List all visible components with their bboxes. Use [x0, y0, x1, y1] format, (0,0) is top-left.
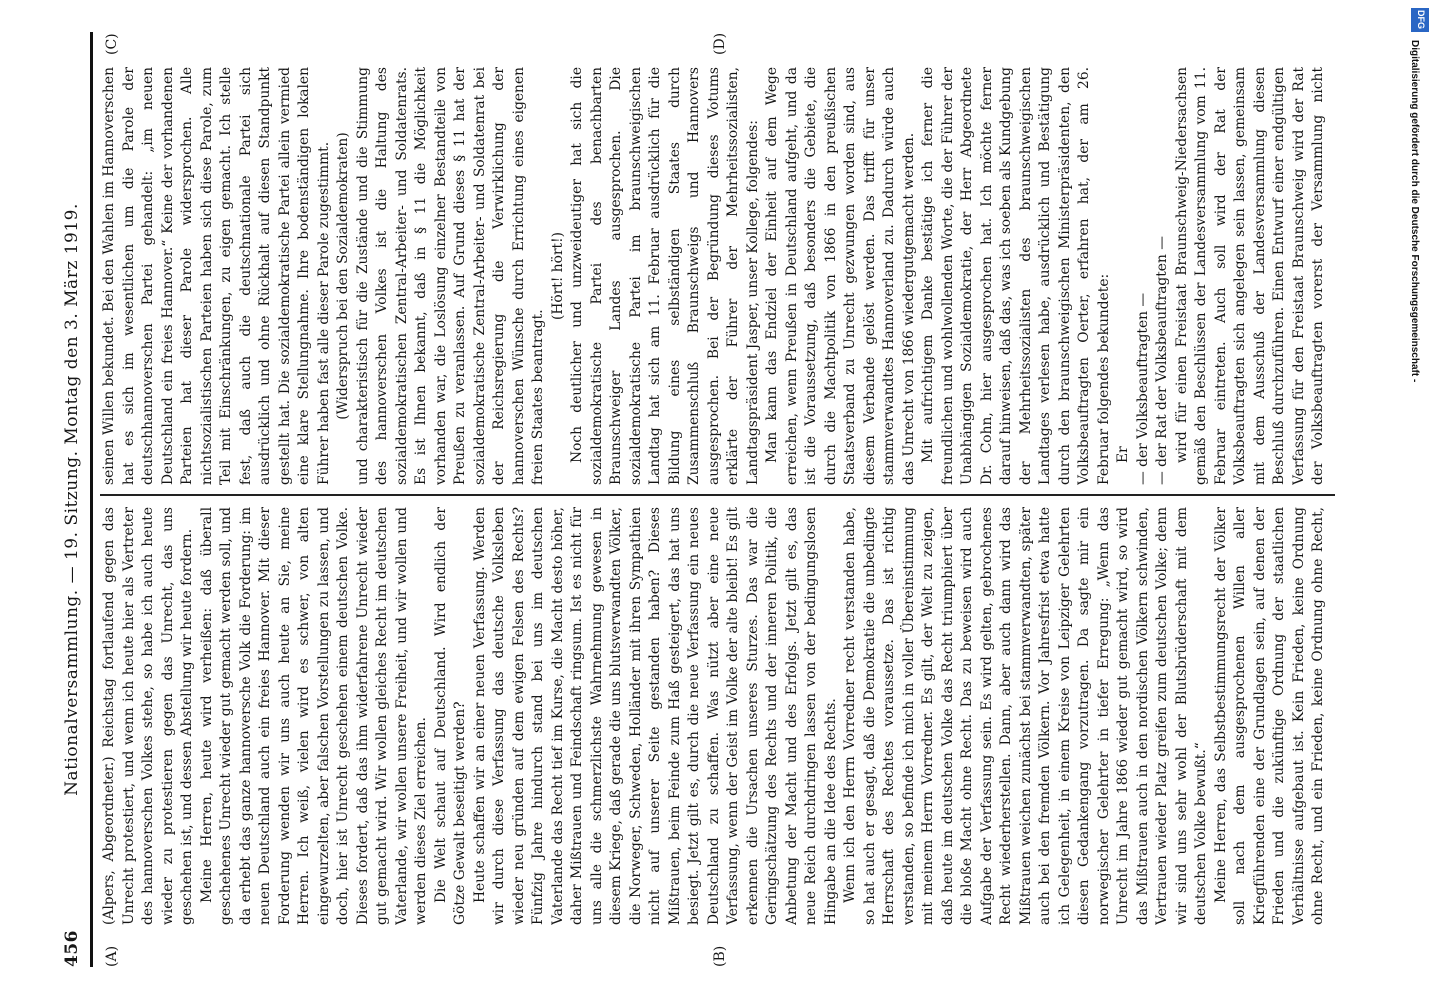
- quoted-line: — der Rat der Volksbeauftragten —: [1154, 235, 1170, 485]
- paragraph: Wenn ich den Herrn Vorredner recht verstanden habe, so hat auch er gesagt, daß die Demokratie die unbedingte Herrschaft des Rechtes voraussetze. Das ist richtig verstanden, so befinde ich mich in voller Übereinstimmung mit meinem Herrn Vorredner. Es gilt, der Welt zu zeigen, daß heute im deutschen Volke das Recht triumphiert über die bloße Macht ohne Recht. Das zu beweisen wird auch Aufgabe der Verfassung sein. Es wird gelten, gebrochenes Recht wiederherstellen. Dann, aber auch dann wird das Mißtrauen weichen zunächst bei stammverwandten, später auch bei den fremden Völkern. Vor Jahresfrist etwa hatte ich Gelegenheit, in einem Kreise von Leipziger Gelehrten diesen Gedankengang vorzutragen. Da sagte mir ein norwegischer Gelehrter in tiefer Erregung: „Wenn das Unrecht im Jahre 1866 wieder gut gemacht wird, so wird das Mißtrauen auch in den nordischen Völkern schwinden, Vertrauen wieder Platz greifen zum deutschen Volke; denn wir sind uns sehr wohl der Blutsbrüderschaft mit dem deutschen Volke bewußt.“: [842, 507, 1209, 925]
- paragraph: und charakteristisch für die Zustände und die Stimmung des hannoverschen Volkes ist die Haltung des sozialdemokratischen Zentral-Arbeiter- und Soldatenrats. Es ist Ihnen bekannt, daß in § 11 die Möglichkeit vorhanden war, die Loslösung einzelner Bestandteile von Preußen zu veranlassen. Auf Grund dieses § 11 hat der sozialdemokratische Zentral-Arbeiter- und Soldatenrat bei der Reichsregierung die Verwirklichung der hannoverschen Wünsche durch Errichtung eines eigenen freien Staates beantragt.: [354, 67, 546, 485]
- margin-mark-c: (C): [104, 33, 120, 55]
- margin-mark-b: (B): [712, 945, 728, 967]
- dfg-stamp: [1409, 4, 1431, 996]
- paragraph: Meine Herren, heute wird verheißen: daß überall geschehenes Unrecht wieder gut gemacht werden soll, und da erhebt das ganze hannoversche Volk die Forderung: im neuen Deutschland auch ein freies Hannover. Mit dieser Forderung wenden wir uns auch heute an Sie, meine Herren. Ich weiß, vielen wird es schwer, von alten eingewurzelten, aber falschen Vorstellungen zu lassen, und doch, hier ist Unrecht geschehen einem deutschen Volke. Dieses fordert, daß das ihm widerfahrene Unrecht wieder gut gemacht wird. Wir wollen gleiches Recht im deutschen Vaterlande, wir wollen unsere Freiheit, und wir wollen und werden dieses Ziel erreichen.: [198, 507, 429, 925]
- quoted-line: — der Volksbeauftragten —: [1134, 292, 1151, 485]
- interjection: (Widerspruch bei den Sozialdemokraten): [335, 132, 351, 420]
- quotation: wird für einen Freistaat Braunschweig-Niedersachsen gemäß den Beschlüssen der Landesversammlung vom 11. Februar eintreten. Auch soll wird der Rat der Volksbeauftragten sich angelegen sein lassen, gemeinsam mit dem Ausschuß der Landesversammlung diesen Beschluß durchzuführen. Einen Entwurf einer endgültigen Verfassung für den Freistaat Braunschweig wird der Rat der Volksbeauftragten vorerst der Versammlung nicht: [1173, 67, 1326, 485]
- paragraph: Noch deutlicher und unzweideutiger hat sich die sozialdemokratische Partei des benachbarten Braunschweiger Landes ausgesprochen. Die sozialdemokratische Partei im braunschweigischen Landtag hat sich am 11. Februar ausdrücklich für die Bildung eines selbständigen Staates durch Zusammenschluß Braunschweigs und Hannovers ausgesprochen. Bei der Begründung dieses Votums erklärte der Führer der Mehrheitssozialisten, Landtagspräsident Jasper, unser Kollege, folgendes:: [569, 67, 761, 485]
- paragraph: seinen Willen bekundet. Bei den Wahlen im Hannoverschen hat es sich im wesentlichen um die Parole der deutschhannoverschen Partei gehandelt: „im neuen Deutschland ein freies Hannover.“ Keine der vorhandenen Parteien hat dieser Parole widersprochen. Alle nichtsozialistischen Parteien haben sich diese Parole, zum Teil mit Einschränkungen, zu eigen gemacht. Ich stelle fest, daß auch die deutschnationale Partei sich ausdrücklich und ohne Rückhalt auf diesen Standpunkt gestellt hat. Die sozialdemokratische Partei allein vermied eine klare Stellungnahme. Ihre bodenständigen lokalen Führer haben fast alle dieser Parole zugestimmt.: [101, 67, 332, 485]
- paragraph: Die Welt schaut auf Deutschland. Wird endlich der Götze Gewalt beseitigt werden?: [432, 507, 468, 925]
- running-title: Nationalversammlung. — 19. Sitzung. Montag den 3. März 1919.: [62, 203, 82, 796]
- paragraph: Heute schaffen wir an einer neuen Verfassung. Werden wir durch diese Verfassung das deutsche Volksleben wieder neu gründen auf dem ewigen Felsen des Rechts? Fünfzig Jahre hindurch stand bei uns im deutschen Vaterlande das Recht tief im Kurse, die Macht desto höher, daher Mißtrauen und Feindschaft ringsum. Ist es nicht für uns alle die schmerzlichste Wahrnehmung gewesen in diesem Kriege, daß gerade die uns blutsverwandten Völker, die Norweger, Schweden, Holländer mit ihren Sympathien nicht auf unserer Seite gestanden haben? Dieses Mißtrauen, beim Feinde zum Haß gesteigert, das hat uns besiegt. Jetzt gilt es, durch die neue Verfassung ein neues Deutschland zu schaffen. Was nützt aber eine neue Verfassung, wenn der Geist im Volke der alte bleibt! Es gilt erkennen die Ursachen unseres Sturzes. Das war die Geringschätzung des Rechts und der inneren Politik, die Anbetung der Macht und des Erfolgs. Jetzt gilt es, das neue Reich durchdringen lassen von der bedingungslosen Hingabe an die Idee des Rechts.: [471, 507, 839, 925]
- paragraph: Mit aufrichtigem Danke bestätige ich ferner die freundlichen und wohlwollenden Worte, die der Führer der Unabhängigen Sozialdemokratie, der Herr Abgeordnete Dr. Cohn, hier ausgesprochen hat. Ich möchte ferner darauf hinweisen, daß das, was ich soeben als Kundgebung der Mehrheitssozialisten des braunschweigischen Landtages verlesen habe, ausdrücklich und Bestätigung durch den braunschweigischen Ministerpräsidenten, den Volksbeauftragten Oerter, erfahren hat, der am 26. Februar folgendes bekundete:: [920, 67, 1112, 485]
- header-rule: [90, 32, 93, 967]
- page-number: 456: [62, 930, 82, 967]
- column-divider: [100, 494, 1335, 496]
- paragraph: Meine Herren, das Selbstbestimmungsrecht der Völker soll nach dem ausgesprochenen Willen aller Kriegführenden eine der Grundlagen sein, auf denen der Frieden und die zukünftige Ordnung der staatlichen Verhältnisse aufgebaut ist. Kein Frieden, keine Ordnung ohne Recht, und ein Frieden, keine Ordnung ohne Recht,: [1212, 507, 1326, 925]
- right-column: [100, 67, 1330, 485]
- margin-mark-d: (D): [712, 32, 728, 55]
- paragraph: Er: [1115, 446, 1131, 463]
- quotation: Man kann das Endziel der Einheit auf dem Wege erreichen, wenn Preußen in Deutschland aufgeht, und da ist die Voraussetzung, daß besonders die Gebiete, die durch die Machtpolitik von 1866 in den preußischen Staatsverband zu Unrecht gezwungen worden sind, aus diesem Verbande gelöst werden. Das trifft für unser stammverwandtes Hannoverland zu. Dadurch würde auch das Unrecht von 1866 wiedergutgemacht werden.: [764, 67, 917, 485]
- dfg-stamp-text: Digitalisierung gefördert durch die Deutsche Forschungsgemeinschaft -: [1409, 40, 1420, 383]
- dfg-logo: DFG: [1411, 8, 1429, 32]
- paragraph: (Alpers, Abgeordneter.) Reichstag fortlaufend gegen das Unrecht protestiert, und wenn ich heute hier als Vertreter des hannoverschen Volkes stehe, so habe ich auch heute wieder zu protestieren gegen das Unrecht, das uns geschehen ist, und dessen Abstellung wir heute fordern.: [101, 507, 195, 925]
- page-header: [62, 32, 88, 967]
- interjection: (Hört! hört!): [549, 231, 566, 321]
- margin-mark-a: (A): [104, 945, 120, 967]
- left-column: [100, 507, 1330, 925]
- rotated-page: [52, 15, 1382, 985]
